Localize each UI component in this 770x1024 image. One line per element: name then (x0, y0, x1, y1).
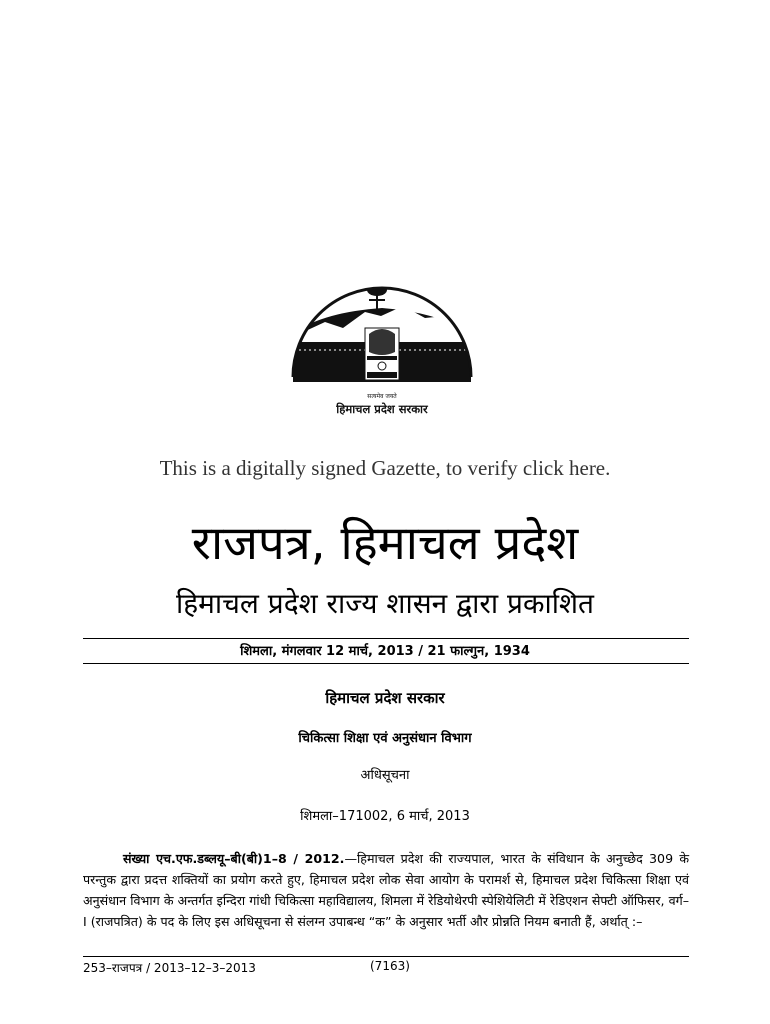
divider-top (83, 638, 689, 639)
gazette-title: राजपत्र, हिमाचल प्रदेश (191, 516, 579, 571)
notification-label: अधिसूचना (360, 768, 410, 783)
reference-number: संख्या एच.एफ.डब्लयू–बी(बी)1–8 / 2012. (123, 851, 345, 866)
place-date: शिमला–171002, 6 मार्च, 2013 (300, 809, 470, 824)
emblem-caption: हिमाचल प्रदेश सरकार (336, 402, 428, 416)
footer-reference: 253–राजपत्र / 2013–12–3–2013 (83, 961, 256, 975)
issue-dateline: शिमला, मंगलवार 12 मार्च, 2013 / 21 फाल्गुन, 1934 (240, 644, 530, 659)
department-heading: चिकित्सा शिक्षा एवं अनुसंधान विभाग (298, 731, 472, 746)
emblem-banner-text: सत्यमेव जयते (367, 393, 397, 400)
digital-signature-link[interactable]: This is a digitally signed Gazette, to verify click here. (159, 456, 611, 480)
page-number: (7163) (370, 959, 410, 973)
government-heading: हिमाचल प्रदेश सरकार (325, 689, 445, 707)
footer-divider (83, 956, 689, 957)
notification-body (83, 848, 689, 932)
gazette-subtitle: हिमाचल प्रदेश राज्य शासन द्वारा प्रकाशित (176, 587, 594, 620)
himachal-emblem-logo (285, 272, 479, 427)
notification-text: —हिमाचल प्रदेश की राज्यपाल, भारत के संविधान के अनुच्छेद 309 के परन्तुक द्वारा प्रदत्त शक्तियों का प्रयोग करते हुए, हिमाचल प्रदेश लोक सेवा आयोग के परामर्श से, हिमाचल प्रदेश चिकित्सा शिक्षा एवं अनुसंधान विभाग के अन्तर्गत इन्दिरा गांधी चिकित्सा महाविद्यालय, शिमला में रेडियोथेरपी स्पेशियेलिटी में रेडिएशन सेफ्टी ऑफिसर, वर्ग–I (राजपत्रित) के पद के लिए इस अधिसूचना से संलग्न उपाबन्ध “क” के अनुसार भर्ती और प्रोन्नति नियम बनाती हैं, अर्थात् :– (83, 851, 689, 929)
divider-bottom (83, 663, 689, 664)
